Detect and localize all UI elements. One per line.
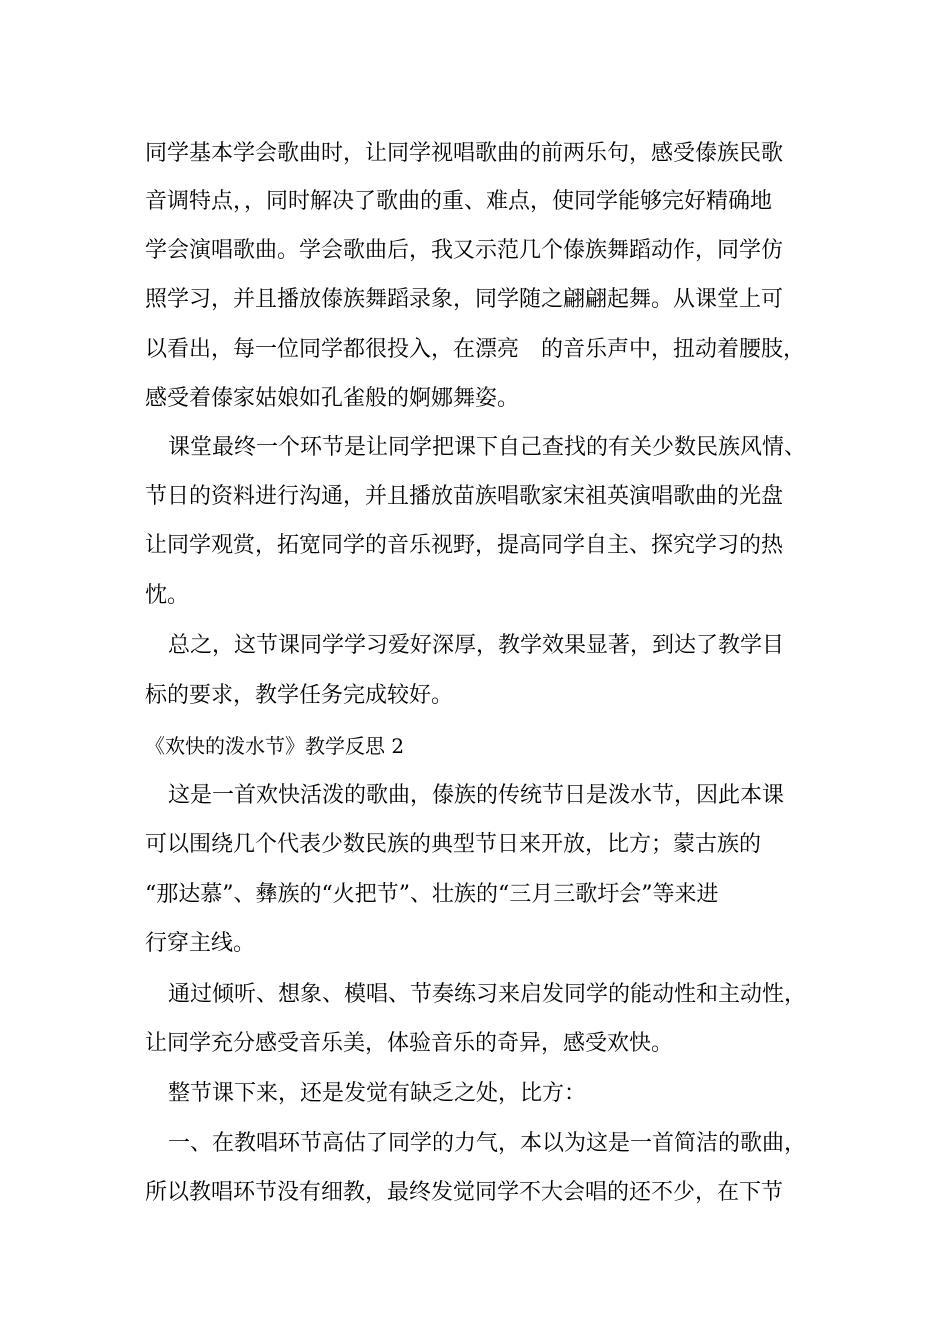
paragraph-first-line: 整节课下来，还是发觉有缺乏之处，比方：	[168, 1081, 587, 1106]
text-line: 同学基本学会歌曲时，让同学视唱歌曲的前两乐句，感受傣族民歌	[145, 141, 784, 166]
text-line: 学会演唱歌曲。学会歌曲后，我又示范几个傣族舞蹈动作，同学仿	[145, 238, 784, 263]
text-line: 让同学充分感受音乐美，体验音乐的奇异，感受欢快。	[145, 1031, 674, 1056]
paragraph-first-line: 这是一首欢快活泼的歌曲，傣族的传统节日是泼水节，因此本课	[168, 783, 785, 808]
paragraph-first-line: 课堂最终一个环节是让同学把课下自己查找的有关少数民族风情、	[168, 435, 807, 460]
text-line: “那达慕”、彝族的“火把节”、壮族的“三月三歌圩会”等来进	[145, 882, 719, 907]
section-heading: 《欢快的泼水节》教学反思 2	[145, 734, 405, 758]
text-line: 行穿主线。	[145, 931, 256, 956]
text-line: 以看出，每一位同学都很投入，在漂亮 的音乐声中，扭动着腰肢，	[145, 337, 806, 362]
paragraph-first-line: 一、在教唱环节高估了同学的力气，本以为这是一首简洁的歌曲，	[168, 1131, 807, 1156]
paragraph-first-line: 总之，这节课同学学习爱好深厚，教学效果显著，到达了教学目	[168, 633, 785, 658]
text-line: 感受着傣家姑娘如孔雀般的婀娜舞姿。	[145, 386, 520, 411]
text-line: 可以围绕几个代表少数民族的典型节日来开放，比方；蒙古族的	[145, 832, 762, 857]
text-line: 照学习，并且播放傣族舞蹈录象，同学随之翩翩起舞。从课堂上可	[145, 287, 784, 312]
text-line: 音调特点，，同时解决了歌曲的重、难点，使同学能够完好精确地	[145, 189, 773, 214]
text-line: 标的要求，教学任务完成较好。	[145, 683, 454, 708]
text-line: 节日的资料进行沟通，并且播放苗族唱歌家宋祖英演唱歌曲的光盘	[145, 484, 784, 509]
text-line: 所以教唱环节没有细教，最终发觉同学不大会唱的还不少，在下节	[145, 1180, 784, 1205]
text-line: 忱。	[145, 583, 190, 608]
text-line: 让同学观赏，拓宽同学的音乐视野，提高同学自主、探究学习的热	[145, 533, 784, 558]
paragraph-first-line: 通过倾听、想象、模唱、节奏练习来启发同学的能动性和主动性，	[168, 982, 807, 1007]
